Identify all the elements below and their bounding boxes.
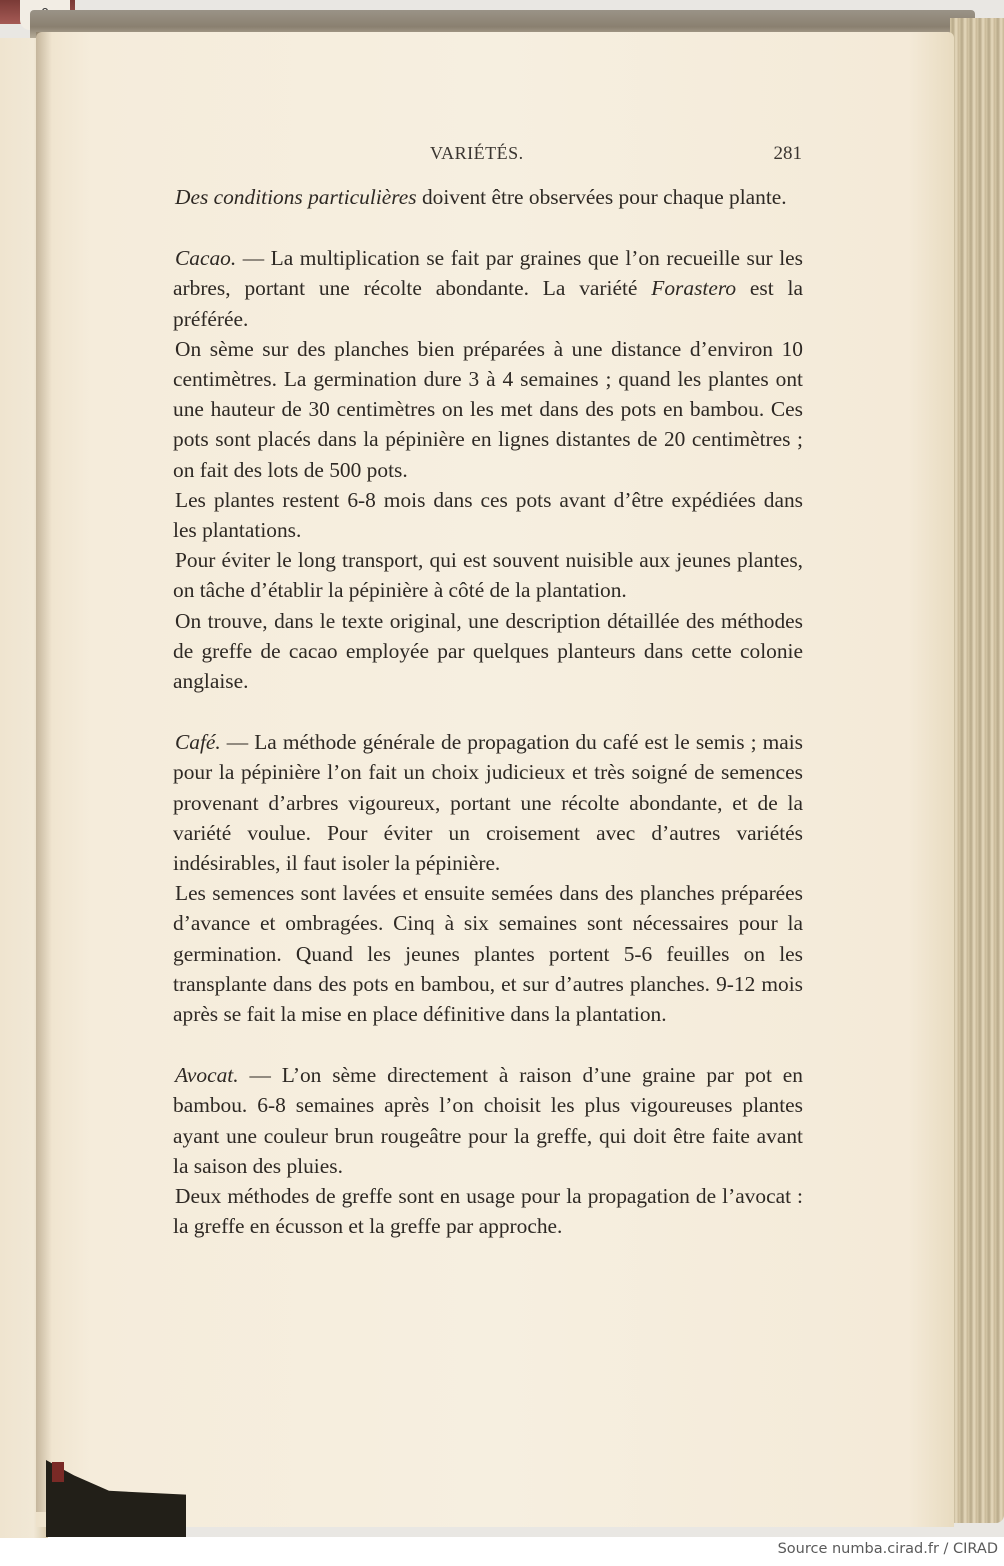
paragraph: On sème sur des planches bien préparées à une distance d’environ 10 centimètres. La germination dure 3 à 4 semaines ; quand les plantes ont une hauteur de 30 centimètres on les met dans des pots en bambou. Ces pots sont placés dans la pépinière en lignes distantes de 20 centimètres ; on fait des lots de 500 pots.	[173, 336, 803, 482]
paragraph: Les semences sont lavées et ensuite semées dans des planches préparées d’avance et ombragées. Cinq à six semaines sont nécessaires pour la germination. Quand les jeunes plantes portent 5-6 feuilles on les transplante dans des pots en bambou, et sur d’autres planches. 9-12 mois après se fait la mise en place définitive dans la plantation.	[173, 881, 803, 1027]
page-header	[170, 143, 806, 169]
paragraph: Les plantes restent 6-8 mois dans ces pots avant d’être expédiées dans les plantations.	[173, 487, 803, 543]
section-title-avocat: Avocat.	[175, 1063, 239, 1088]
running-head: VARIÉTÉS.	[430, 143, 524, 163]
variety-name: Forastero	[651, 276, 737, 301]
paragraph-avocat: Avocat. — L’on sème directement à raison d’une graine par pot en bambou. 6-8 semaines après l’on choisit les plus vigoureuses plantes ayant une couleur brun rougeâtre pour la greffe, qui doit être faite avant la saison des pluies.	[173, 1063, 803, 1178]
page-fore-edge	[950, 18, 1004, 1523]
binding-ribbon	[52, 1462, 64, 1482]
page-body	[173, 182, 803, 1242]
source-attribution: Source numba.cirad.fr / CIRAD	[777, 1541, 998, 1557]
spine-shadow	[36, 32, 52, 1512]
paragraph: Deux méthodes de greffe sont en usage pour la propagation de l’avocat : la greffe en écusson et la greffe par approche.	[173, 1184, 803, 1239]
paragraph-cafe: Café. — La méthode générale de propagation du café est le semis ; mais pour la pépinière l’on fait un choix judicieux et très soigné de semences provenant d’arbres vigoureux, portant une récolte abondante, et de la variété voulue. Pour éviter un croisement avec d’autres variétés indésirables, il faut isoler la pépinière.	[173, 730, 803, 876]
page-number: 281	[773, 143, 802, 164]
paragraph: On trouve, dans le texte original, une description détaillée des méthodes de greffe de cacao employée par quelques planteurs dans cette colonie anglaise.	[173, 608, 803, 694]
paragraph-cacao: Cacao. — La multiplication se fait par graines que l’on recueille sur les arbres, portant une récolte abondante. La variété Forastero est la préférée.	[173, 246, 803, 331]
paragraph-intro: Des conditions particulières doivent être observées pour chaque plante.	[175, 185, 787, 209]
paragraph-lead-italic: Des conditions particulières	[175, 185, 417, 209]
paragraph: Pour éviter le long transport, qui est souvent nuisible aux jeunes plantes, on tâche d’établir la pépinière à côté de la plantation.	[173, 548, 803, 603]
section-title-cafe: Café.	[175, 730, 221, 755]
section-title-cacao: Cacao.	[175, 246, 237, 271]
